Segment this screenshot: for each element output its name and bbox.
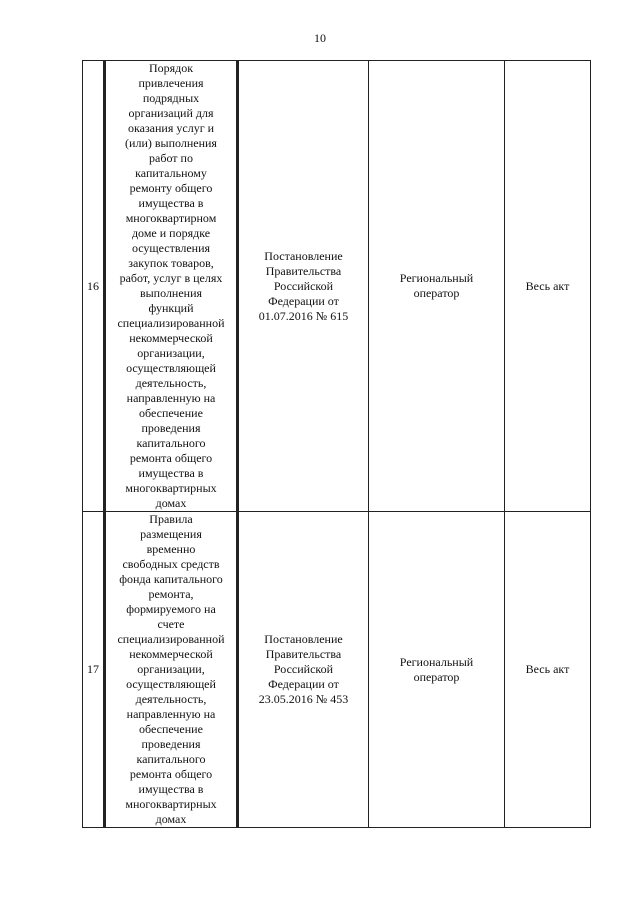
- cell-text-line: некоммерческой: [129, 647, 213, 661]
- cell-text-line: ремонту общего: [129, 181, 213, 195]
- cell-text-line: счете: [157, 617, 185, 631]
- cell-text-line: проведения: [141, 737, 201, 751]
- cell-text-line: оператор: [413, 286, 460, 300]
- cell-text-line: формируемого на: [126, 602, 216, 616]
- cell-text-line: деятельность,: [135, 376, 207, 390]
- cell-text-line: осуществляющей: [126, 677, 216, 691]
- cell-text-line: оказания услуг и: [127, 121, 215, 135]
- cell-text-line: работ, услуг в целях: [119, 271, 223, 285]
- cell-text-line: Российской: [273, 662, 334, 676]
- cell-text-line: домах: [155, 496, 187, 510]
- cell-text-line: Правительства: [265, 263, 342, 278]
- cell-text-line: ремонта общего: [129, 767, 213, 781]
- regulations-table: [82, 60, 591, 828]
- cell-text-line: некоммерческой: [129, 331, 213, 345]
- cell-text-line: ремонта,: [148, 587, 194, 601]
- cell-text-line: осуществления: [131, 241, 211, 255]
- cell-text-line: организаций для: [128, 106, 214, 120]
- cell-text-line: подрядных: [142, 91, 200, 105]
- cell-text-line: имущества в: [138, 782, 204, 796]
- cell-text-line: закупок товаров,: [128, 256, 214, 270]
- cell-text-line: размещения: [140, 527, 202, 541]
- cell-text-line: проведения: [141, 421, 201, 435]
- cell-text-line: временно: [146, 542, 196, 556]
- legal-act-cell: [238, 61, 369, 512]
- cell-text-line: оператор: [413, 669, 460, 684]
- cell-text-line: многоквартирном: [125, 211, 217, 225]
- cell-text-line: 23.05.2016 № 453: [258, 692, 349, 706]
- cell-text-line: фонда капитального: [119, 572, 223, 586]
- cell-text-line: домах: [155, 812, 187, 826]
- subject-cell: [369, 61, 505, 512]
- legal-act-cell: [238, 512, 369, 828]
- cell-text-line: работ по: [149, 151, 193, 165]
- scope-cell: Весь акт: [505, 61, 591, 512]
- cell-text-line: специализированной: [117, 632, 225, 646]
- scope-cell: Весь акт: [505, 512, 591, 828]
- cell-text-line: многоквартирных: [125, 797, 217, 811]
- cell-text-line: 01.07.2016 № 615: [258, 308, 349, 323]
- cell-text-line: Федерации от: [268, 293, 339, 308]
- cell-text-line: обеспечение: [139, 406, 203, 420]
- cell-text-line: осуществляющей: [126, 361, 216, 375]
- cell-text-line: Постановление: [264, 632, 343, 646]
- subject-cell: [369, 512, 505, 828]
- cell-text-line: Правительства: [265, 647, 342, 661]
- document-name-cell: [105, 512, 238, 828]
- cell-text-line: (или) выполнения: [125, 136, 217, 150]
- cell-text-line: капитального: [136, 436, 206, 450]
- cell-text-line: Региональный: [399, 271, 474, 285]
- cell-text-line: деятельность,: [135, 692, 207, 706]
- cell-text-line: направленную на: [126, 391, 216, 405]
- page-number: 10: [314, 31, 326, 45]
- cell-text-line: капитального: [136, 752, 206, 766]
- row-number: 17: [83, 512, 105, 828]
- table-row: [83, 512, 591, 828]
- document-name-cell: [105, 61, 238, 512]
- cell-text-line: Федерации от: [268, 677, 339, 691]
- cell-text-line: организации,: [137, 346, 205, 360]
- cell-text-line: Правила: [149, 512, 193, 526]
- cell-text-line: имущества в: [138, 196, 204, 210]
- cell-text-line: свободных средств: [122, 557, 220, 571]
- cell-text-line: специализированной: [117, 316, 225, 330]
- cell-text-line: функций: [148, 301, 194, 315]
- cell-text-line: Порядок: [148, 61, 194, 75]
- cell-text-line: Постановление: [264, 248, 343, 263]
- cell-text-line: организации,: [137, 662, 205, 676]
- cell-text-line: выполнения: [139, 286, 203, 300]
- cell-text-line: Региональный: [399, 654, 474, 669]
- cell-text-line: привлечения: [138, 76, 204, 90]
- table-row: [83, 61, 591, 512]
- cell-text-line: доме и порядке: [131, 226, 211, 240]
- cell-text-line: имущества в: [138, 466, 204, 480]
- cell-text-line: многоквартирных: [125, 481, 217, 495]
- cell-text-line: обеспечение: [139, 722, 203, 736]
- cell-text-line: капитальному: [135, 166, 207, 180]
- row-number: 16: [83, 61, 105, 512]
- cell-text-line: ремонта общего: [129, 451, 213, 465]
- cell-text-line: Российской: [273, 278, 334, 293]
- cell-text-line: направленную на: [126, 707, 216, 721]
